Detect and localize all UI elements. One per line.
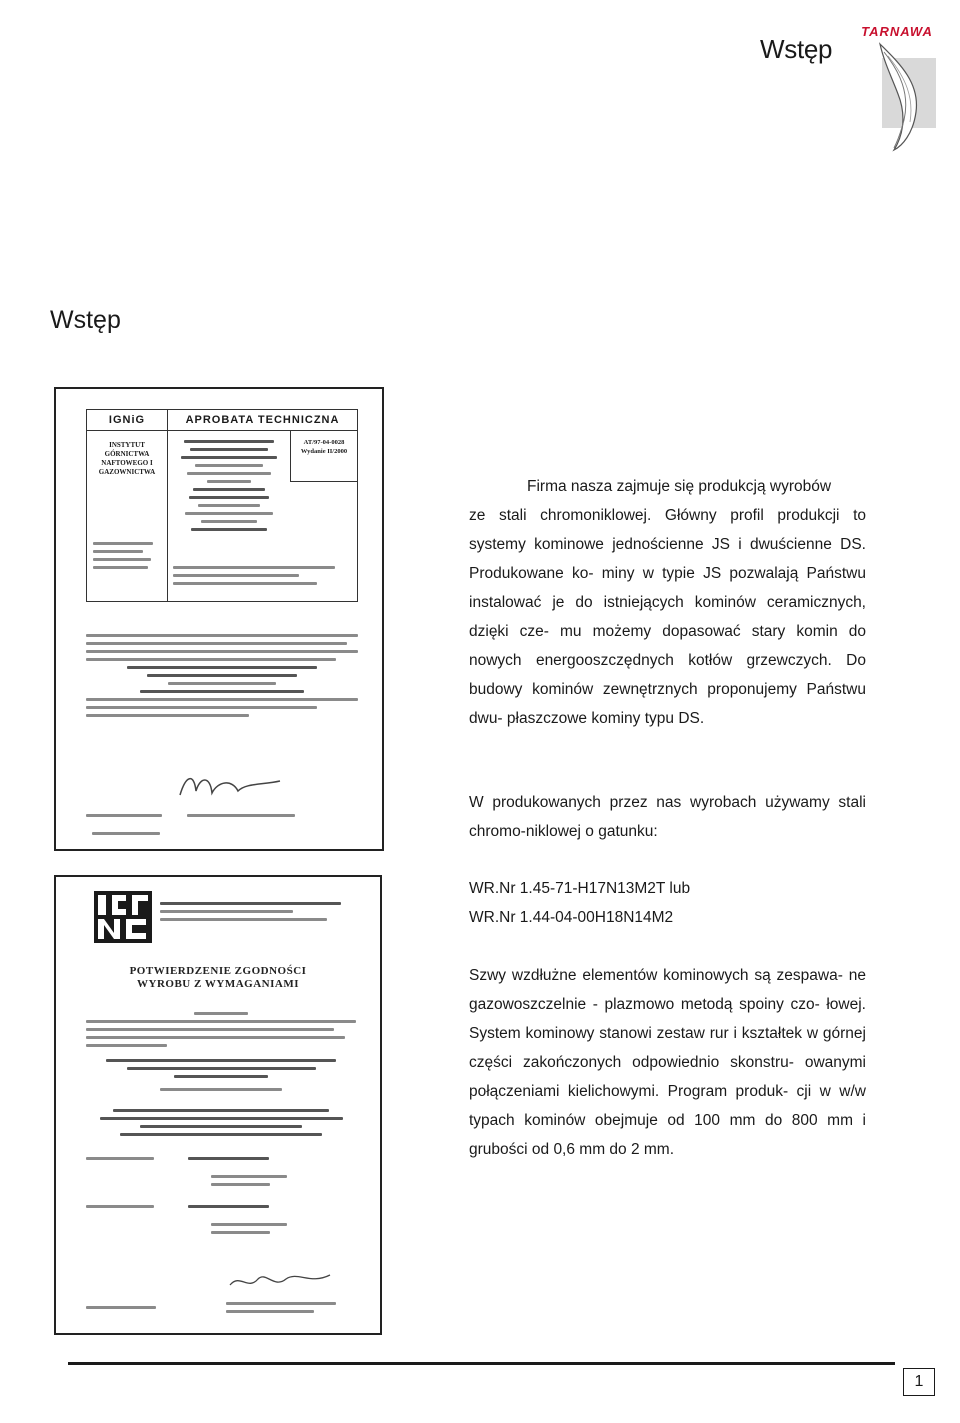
approval-edition: Wydanie II/2000 (300, 448, 348, 455)
intro-paragraph (469, 472, 866, 733)
certificate-title-line2: WYROBU Z WYMAGANIAMI (137, 978, 299, 990)
approval-heading: APROBATA TECHNICZNA (185, 414, 340, 426)
header-title: Wstęp (760, 34, 833, 64)
certificate-signature-icon (226, 1265, 336, 1299)
brand-name: TARNAWA (861, 24, 933, 39)
welding-paragraph: Szwy wzdłużne elementów kominowych są zespawa- ne gazowoszczelnie - plazmowo metodą spoiny czo- łowej. System kominowy stanowi zestaw rur i kształtek w górnej części zakończonych odpowiednio skonstru- owanymi połączeniami kielichowymi. Program produk- cji w w/w typach kominów obejmuje od 100 mm do 800 mm i grubości od 0,6 mm do 2 mm. (469, 967, 866, 1158)
approval-institute: INSTYTUT GÓRNICTWA NAFTOWEGO I GAZOWNICTWA (98, 441, 156, 476)
approval-institute-column (87, 431, 168, 601)
technical-approval-document (54, 387, 384, 851)
certificate-emblem-icon (94, 891, 152, 943)
steel-paragraph: W produkowanych przez nas wyrobach używamy stali chromo-niklowej o gatunku: (469, 794, 866, 840)
steel-grade-2: WR.Nr 1.44-04-00H18N14M2 (469, 909, 674, 926)
approval-number: AT/97-04-0028 (303, 439, 345, 446)
approval-header (86, 409, 358, 431)
signature-icon (176, 769, 286, 803)
approval-body (86, 431, 358, 602)
conformity-certificate-document (54, 875, 382, 1335)
intro-rest: ze stali chromoniklowej. Główny profil produkcji to systemy kominowe jednościenne JS i dwuścienne DS. Produkowane ko- miny w typie JS pozwalają Państwu instalować je do istniejących kominów ceramicznych, dzięki cze- mu możemy dopasować stary komin do nowych energooszczędnych kotłów grzewczych. Do budowy kominów zewnętrznych proponujemy Państwu dwu- płaszczowe kominy typu DS. (469, 507, 866, 727)
tarnawa-logo (858, 24, 938, 154)
certificate-title (76, 965, 360, 991)
page-number: 1 (903, 1368, 935, 1396)
approval-org-short: IGNiG (87, 410, 168, 430)
steel-grade-1: WR.Nr 1.45-71-H17N13M2T lub (469, 880, 691, 897)
steel-grades (469, 874, 866, 932)
flame-logo-icon (858, 42, 938, 154)
approval-number-box (290, 431, 357, 482)
footer-divider (68, 1362, 895, 1365)
certificate-title-line1: POTWIERDZENIE ZGODNOŚCI (129, 965, 307, 977)
intro-first-line: Firma nasza zajmuje się produkcją wyrobów (527, 478, 832, 495)
section-title: Wstęp (50, 306, 121, 334)
